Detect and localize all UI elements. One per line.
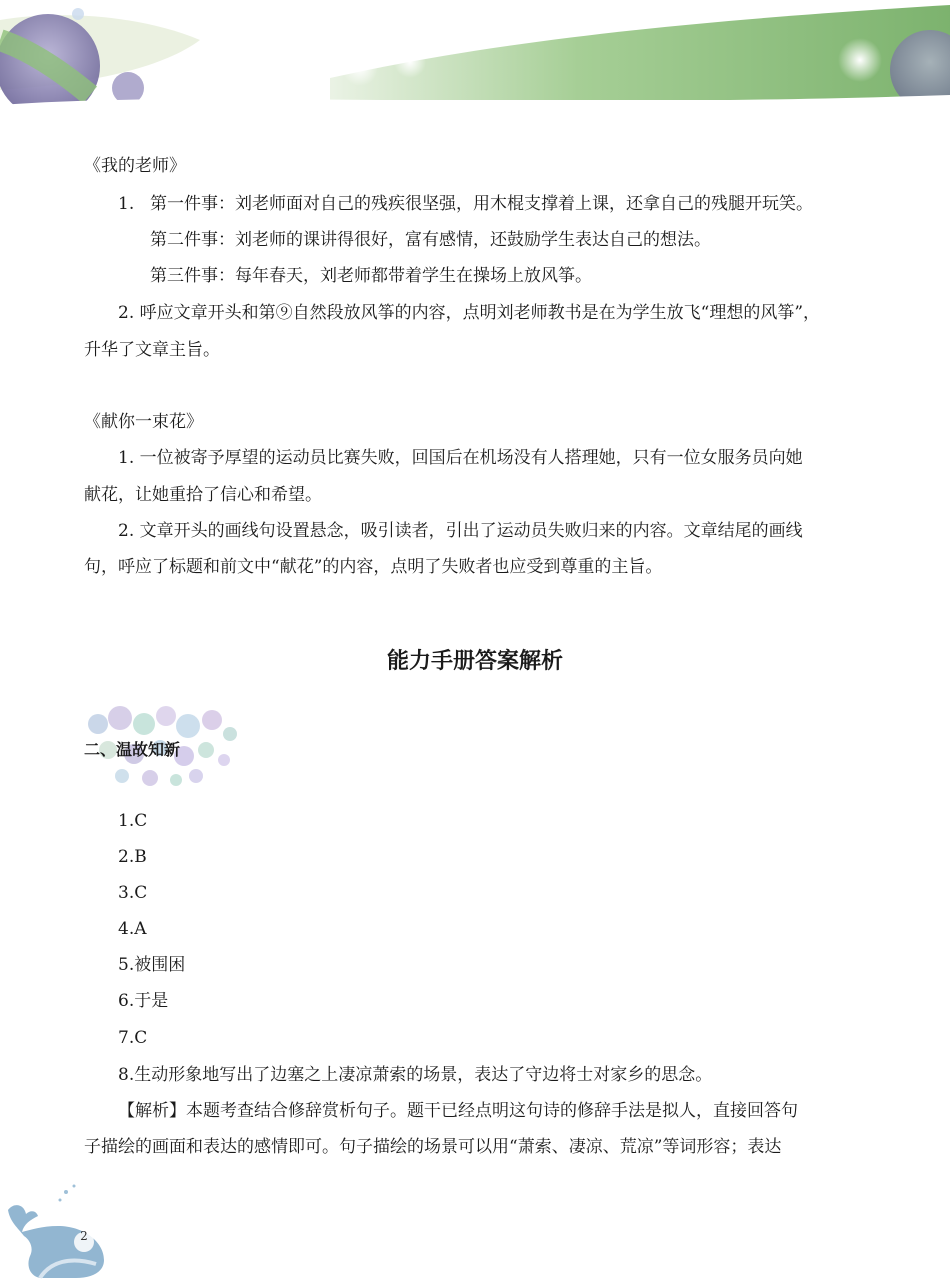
article1-item1-event1: 第一件事：刘老师面对自己的残疾很坚强，用木棍支撑着上课，还拿自己的残腿开玩笑。 [150,194,813,214]
article1-item2-line2: 升华了文章主旨。 [84,340,220,360]
page-number: 2 [80,1229,88,1243]
article2-item2-line1: 2. 文章开头的画线句设置悬念，吸引读者，引出了运动员失败归来的内容。文章结尾的画线 [118,521,803,541]
article1-title: 《我的老师》 [84,156,186,176]
article1-item1-label: 1. [118,194,135,214]
analysis-line2: 子描绘的画面和表达的感情即可。句子描绘的场景可以用“萧索、凄凉、荒凉”等词形容；表达 [84,1137,782,1157]
article1-item1-event2: 第二件事：刘老师的课讲得很好，富有感情，还鼓励学生表达自己的想法。 [150,230,711,250]
whale-icon [0,1180,120,1280]
article2-item1-line1: 1. 一位被寄予厚望的运动员比赛失败，回国后在机场没有人搭理她，只有一位女服务员向她 [118,448,803,468]
answer-6: 6.于是 [118,991,169,1011]
answer-5: 5.被围困 [118,955,186,975]
answer-8: 8.生动形象地写出了边塞之上凄凉萧索的场景，表达了守边将士对家乡的思念。 [118,1065,713,1085]
answer-3: 3.C [118,883,148,903]
article2-title: 《献你一束花》 [84,412,203,432]
section-heading: 二、温故知新 [84,740,181,759]
answer-2: 2.B [118,847,147,867]
answer-1: 1.C [118,811,148,831]
article1-item2-line1: 2. 呼应文章开头和第⑨自然段放风筝的内容，点明刘老师教书是在为学生放飞“理想的风筝”， [118,303,821,323]
article2-item2-line2: 句，呼应了标题和前文中“献花”的内容，点明了失败者也应受到尊重的主旨。 [84,557,663,577]
header-decoration [0,0,950,120]
analysis-line1: 【解析】本题考查结合修辞赏析句子。题干已经点明这句诗的修辞手法是拟人，直接回答句 [118,1101,798,1121]
section-title: 能力手册答案解析 [386,649,563,674]
answer-4: 4.A [118,919,147,939]
article1-item1-event3: 第三件事：每年春天，刘老师都带着学生在操场上放风筝。 [150,266,592,286]
answer-7: 7.C [118,1028,148,1048]
article2-item1-line2: 献花，让她重拾了信心和希望。 [84,485,322,505]
